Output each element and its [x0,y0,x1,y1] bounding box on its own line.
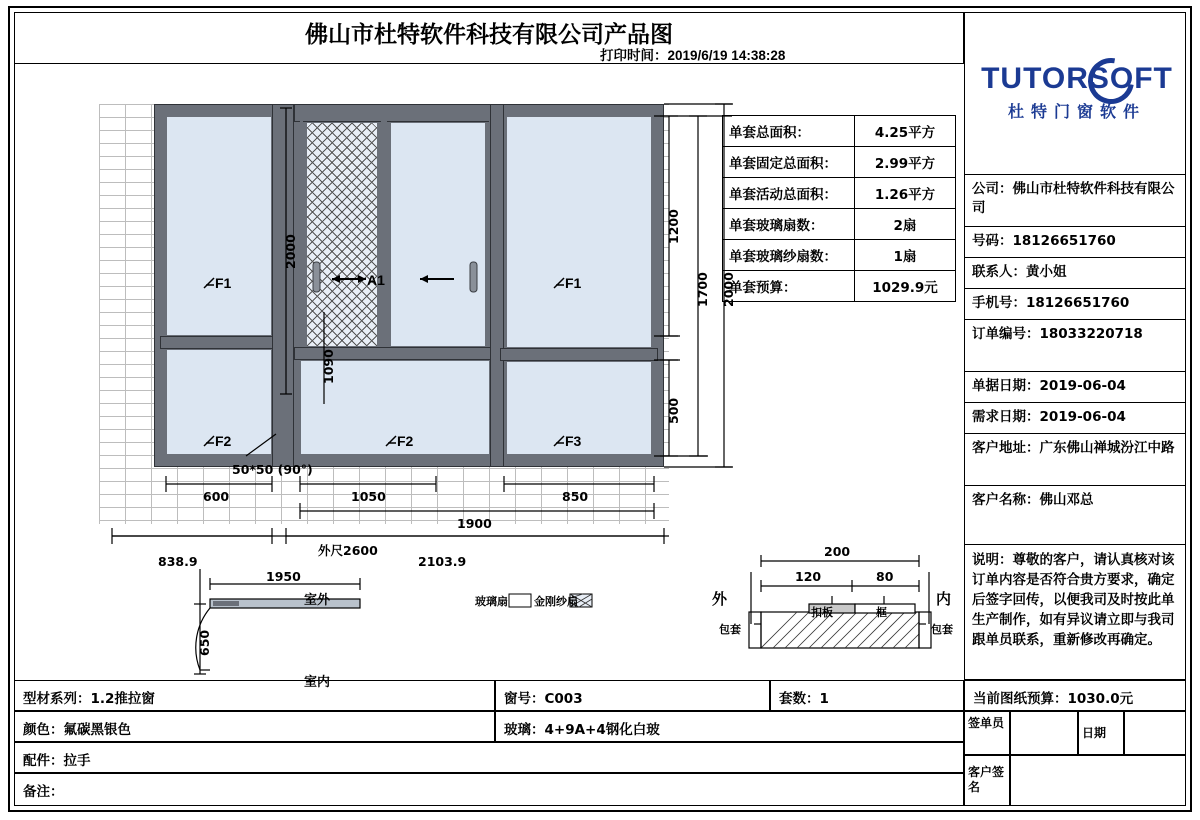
legend-screen-label: 金刚纱扇 [534,595,578,608]
dim-1700: 1700 [695,272,710,307]
section-wrap-right: 包套 [931,623,953,636]
sash-label-a1: A1 [367,272,385,288]
footer-customer-sign: 客户签名 [964,755,1010,806]
dim-outer-2600: 外尺2600 [318,543,378,558]
dim-2103: 2103.9 [418,554,467,569]
summary-value-5: 1029.9元 [855,271,956,302]
sash-label-f1-right: F1 [565,275,582,291]
footer-window-no: 窗号：C003 [495,680,770,711]
footer-budget: 当前图纸预算：1030.0元 [964,680,1186,711]
section-outside-label: 外 [712,590,728,608]
summary-value-1: 2.99平方 [855,147,956,178]
summary-value-4: 1扇 [855,240,956,271]
dim-500: 500 [666,397,681,424]
info-doc-date: 单据日期：2019-06-04 [964,372,1186,403]
section-120: 120 [795,569,822,584]
dim-1050: 1050 [351,489,386,504]
footer-remark: 备注： [14,773,964,806]
summary-value-3: 2扇 [855,209,956,240]
plan-length: 1950 [266,569,301,584]
footer-hardware: 配件：拉手 [14,742,964,773]
info-address: 客户地址：广东佛山禅城汾江中路 [964,434,1186,486]
summary-label-5: 单套预算： [723,271,855,302]
summary-value-2: 1.26平方 [855,178,956,209]
sash-label-f2-center: F2 [397,433,414,449]
legend-glass-label: 玻璃扇 [475,595,508,608]
summary-label-3: 单套玻璃扇数： [723,209,855,240]
footer-sign-person: 签单员 [964,711,1010,755]
sash-label-f2-left: F2 [215,433,232,449]
section-wrap-left: 包套 [719,623,741,636]
sash-label-f1-left: F1 [215,275,232,291]
dim-600: 600 [203,489,230,504]
section-80: 80 [876,569,894,584]
footer-date-label: 日期 [1078,711,1124,755]
dim-1900: 1900 [457,516,492,531]
info-need-date: 需求日期：2019-06-04 [964,403,1186,434]
info-mobile: 手机号：18126651760 [964,289,1186,320]
dim-2000-inner: 2000 [283,234,298,269]
footer-sign-person-field[interactable] [1010,711,1078,755]
info-phone: 号码：18126651760 [964,227,1186,258]
dim-838: 838.9 [158,554,198,569]
elevation-drawing [14,64,964,690]
footer-glass: 玻璃：4+9A+4钢化白玻 [495,711,964,742]
summary-label-0: 单套总面积： [723,116,855,147]
drawing-vectors [14,64,964,680]
info-contact: 联系人：黄小姐 [964,258,1186,289]
view-inside-label: 室内 [304,675,331,690]
section-inside-label: 内 [936,590,952,608]
footer-customer-sign-field[interactable] [1010,755,1186,806]
info-order-no: 订单编号：18033220718 [964,320,1186,372]
brand-logo-text: TUTORSOFT [981,62,1173,95]
section-center-left: 扣板 [811,606,833,619]
print-time-value: 2019/6/19 14:38:28 [667,48,786,63]
section-total-200: 200 [824,544,851,559]
summary-label-1: 单套固定总面积： [723,147,855,178]
print-time-label: 打印时间： [600,48,668,63]
sash-label-f3-right: F3 [565,433,582,449]
dim-angle-note: 50*50 (90°) [232,462,313,477]
summary-label-4: 单套玻璃纱扇数： [723,240,855,271]
footer-sets: 套数：1 [770,680,964,711]
dim-850: 850 [562,489,589,504]
dim-1200: 1200 [666,209,681,244]
page-title: 佛山市杜特软件科技有限公司产品图 [305,22,673,48]
footer-date-field[interactable] [1124,711,1186,755]
info-customer-name: 客户名称：佛山邓总 [964,486,1186,545]
view-outside-label: 室外 [304,593,331,608]
notice-text: 说明：尊敬的客户，请认真核对该订单内容是否符合贵方要求，确定后签字回传，以便我司及时按此单生产制作，如有异议请立即与我司跟单员联系，重新修改再确定。 [964,545,1186,680]
summary-value-0: 4.25平方 [855,116,956,147]
section-center-right: 框 [876,606,887,619]
dim-1090: 1090 [321,349,336,384]
footer-color: 颜色：氟碳黑银色 [14,711,495,742]
summary-label-2: 单套活动总面积： [723,178,855,209]
info-company: 公司：佛山市杜特软件科技有限公司 [964,175,1186,227]
footer-series: 型材系列：1.2推拉窗 [14,680,495,711]
dim-2000-outer: 2000 [721,272,736,307]
plan-depth: 650 [197,629,212,656]
print-time [600,44,785,64]
brand-logo-cn: 杜特门窗软件 [1007,102,1146,121]
